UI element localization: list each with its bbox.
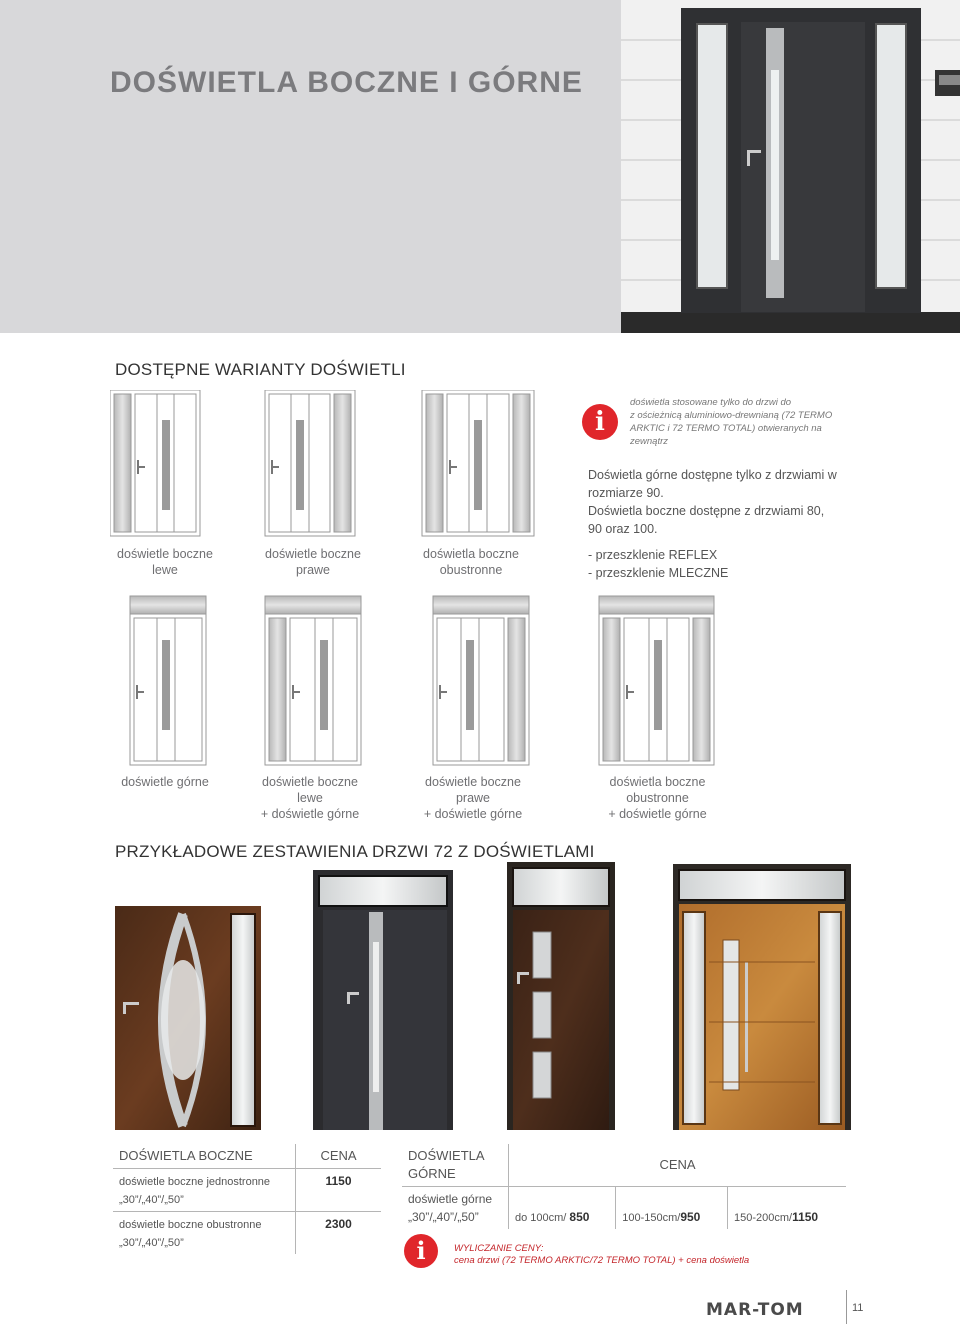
variant-drawings-row1	[110, 390, 540, 540]
example-doors	[113, 862, 853, 1130]
example-door-4	[673, 864, 851, 1130]
pricing-info-icon: i	[404, 1234, 438, 1268]
price-table-top	[402, 1144, 846, 1229]
variant-drawings-row2	[125, 595, 725, 770]
top-header: DOŚWIETLA GÓRNE	[408, 1148, 485, 1181]
info-icon: i	[582, 404, 618, 440]
caption-side-right-top: doświetle boczne prawe + doświetle górne	[423, 775, 523, 821]
hero-background	[0, 0, 621, 333]
top-price-header: CENA	[659, 1157, 696, 1172]
info-description: Doświetla górne dostępne tylko z drzwiami w rozmiarze 90. Doświetla boczne dostępne z drzwiami 80, 90 oraz 100.	[588, 468, 837, 536]
drawing-side-left-top	[265, 596, 361, 765]
example-door-1	[115, 906, 261, 1130]
example-door-3	[507, 862, 615, 1130]
side-row-2-price: 2300	[325, 1217, 352, 1231]
top-price-2: 100-150cm/950	[616, 1187, 728, 1230]
brand-logo: MAR-TOM	[706, 1300, 804, 1320]
info-note: doświetla stosowane tylko do drzwi do z ościeżnicą aluminiowo-drewnianą (72 TERMO ARKTIC i 72 TERMO TOTAL) otwieranych na zewnątrz	[630, 397, 833, 447]
caption-side-right: doświetle boczne prawe	[265, 547, 361, 577]
top-row-label: doświetle górne „30”/„40”/„50”	[408, 1192, 493, 1224]
caption-side-left: doświetle boczne lewe	[117, 547, 213, 577]
page-number: 11	[852, 1302, 864, 1314]
drawing-side-both-top	[599, 596, 714, 765]
side-header-cell	[113, 1144, 296, 1169]
side-row-1	[113, 1169, 296, 1212]
drawing-side-right	[265, 390, 355, 536]
pricing-note-title: WYLICZANIE CENY:	[454, 1243, 544, 1254]
side-row-2	[113, 1212, 296, 1255]
side-header: DOŚWIETLA BOCZNE	[119, 1148, 253, 1163]
drawing-side-both	[422, 390, 534, 536]
variants-title: DOSTĘPNE WARIANTY DOŚWIETLI	[115, 360, 406, 379]
top-price-3: 150-200cm/1150	[727, 1187, 846, 1230]
pricing-note-text: cena drzwi (72 TERMO ARKTIC/72 TERMO TOTAL) + cena doświetla	[454, 1255, 750, 1266]
caption-top: doświetle górne	[121, 775, 209, 789]
page-title: DOŚWIETLA BOCZNE I GÓRNE	[110, 66, 583, 99]
caption-side-both: doświetla boczne obustronne	[423, 547, 519, 577]
examples-title: PRZYKŁADOWE ZESTAWIENIA DRZWI 72 Z DOŚWIETLAMI	[115, 842, 595, 861]
top-price-1: do 100cm/ 850	[509, 1187, 616, 1230]
info-glazing: - przeszklenie REFLEX - przeszklenie MLECZNE	[588, 548, 729, 580]
drawing-top	[130, 596, 206, 765]
example-door-2	[313, 870, 453, 1130]
drawing-side-right-top	[433, 596, 529, 765]
price-table-side	[113, 1144, 381, 1254]
side-row-1-price: 1150	[325, 1174, 352, 1188]
side-row-1-label: doświetle boczne jednostronne „30”/„40”/„50”	[119, 1176, 271, 1206]
caption-side-both-top: doświetla boczne obustronne + doświetle górne	[608, 775, 707, 821]
side-row-2-label: doświetle boczne obustronne „30”/„40”/„50”	[119, 1219, 262, 1249]
caption-side-left-top: doświetle boczne lewe + doświetle górne	[260, 775, 360, 821]
footer-divider	[846, 1290, 847, 1324]
side-price-header: CENA	[320, 1148, 357, 1163]
hero-door-photo	[621, 0, 960, 333]
drawing-side-left	[110, 390, 200, 536]
side-price-header-cell	[296, 1144, 382, 1169]
